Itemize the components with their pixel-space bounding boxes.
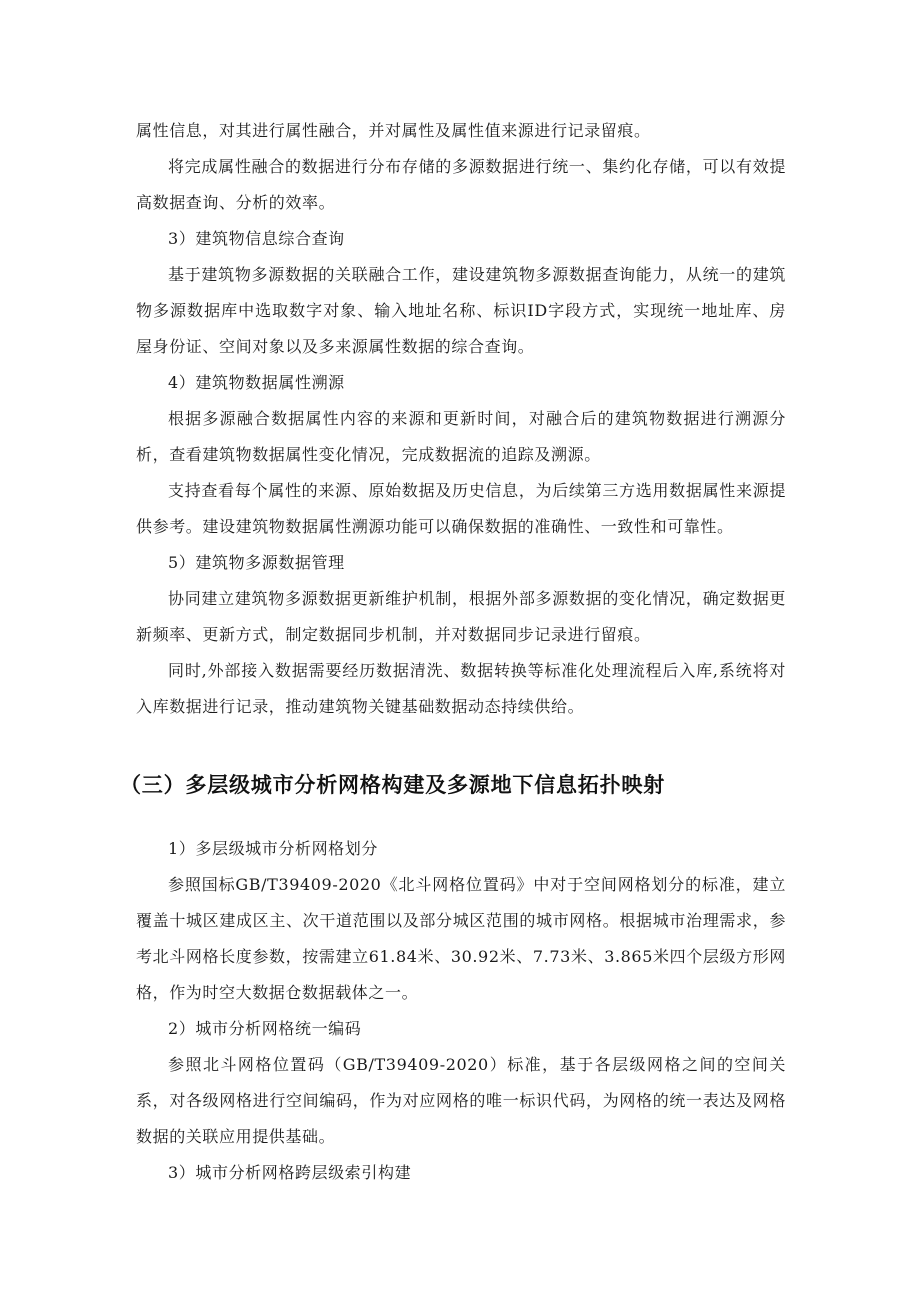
section-heading-grid-construction: （三）多层级城市分析网格构建及多源地下信息拓扑映射 <box>120 773 665 797</box>
subheading-grid-index: 3）城市分析网格跨层级索引构建 <box>168 1163 412 1182</box>
paragraph-attribute-fusion-tail: 属性信息，对其进行属性融合，并对属性及属性值来源进行记录留痕。 <box>136 121 651 140</box>
subheading-grid-division: 1）多层级城市分析网格划分 <box>168 839 378 858</box>
paragraph-building-query: 基于建筑物多源数据的关联融合工作，建设建筑物多源数据查询能力，从统一的建筑物多源数据库中选取数字对象、输入地址名称、标识ID字段方式，实现统一地址库、房屋身份证、空间对象以及多来源属性数据的综合查询。 <box>136 265 786 356</box>
subheading-grid-encoding: 2）城市分析网格统一编码 <box>168 1019 362 1038</box>
subheading-multisource-management: 5）建筑物多源数据管理 <box>168 553 345 572</box>
subheading-building-query: 3）建筑物信息综合查询 <box>168 229 345 248</box>
paragraph-grid-division: 参照国标GB/T39409-2020《北斗网格位置码》中对于空间网格划分的标准，建立覆盖十城区建成区主、次干道范围以及部分城区范围的城市网格。根据城市治理需求，参考北斗网格长度参数，按需建立61.84米、30.92米、7.73米、3.865米四个层级方形网格，作为时空大数据仓数据载体之一。 <box>136 875 786 1002</box>
paragraph-external-data-intake: 同时,外部接入数据需要经历数据清洗、数据转换等标准化处理流程后入库,系统将对入库数据进行记录，推动建筑物关键基础数据动态持续供给。 <box>136 661 786 716</box>
paragraph-grid-encoding: 参照北斗网格位置码（GB/T39409-2020）标准，基于各层级网格之间的空间关系，对各级网格进行空间编码，作为对应网格的唯一标识代码，为网格的统一表达及网格数据的关联应用提供基础。 <box>136 1055 786 1146</box>
document-body <box>120 113 786 1191</box>
paragraph-update-mechanism: 协同建立建筑物多源数据更新维护机制，根据外部多源数据的变化情况，确定数据更新频率、更新方式，制定数据同步机制，并对数据同步记录进行留痕。 <box>136 589 786 644</box>
paragraph-distributed-storage: 将完成属性融合的数据进行分布存储的多源数据进行统一、集约化存储，可以有效提高数据查询、分析的效率。 <box>136 157 786 212</box>
paragraph-attribute-tracing: 根据多源融合数据属性内容的来源和更新时间，对融合后的建筑物数据进行溯源分析，查看建筑物数据属性变化情况，完成数据流的追踪及溯源。 <box>136 409 786 464</box>
subheading-attribute-tracing: 4）建筑物数据属性溯源 <box>168 373 345 392</box>
paragraph-attribute-source-view: 支持查看每个属性的来源、原始数据及历史信息，为后续第三方选用数据属性来源提供参考。建设建筑物数据属性溯源功能可以确保数据的准确性、一致性和可靠性。 <box>136 481 786 536</box>
